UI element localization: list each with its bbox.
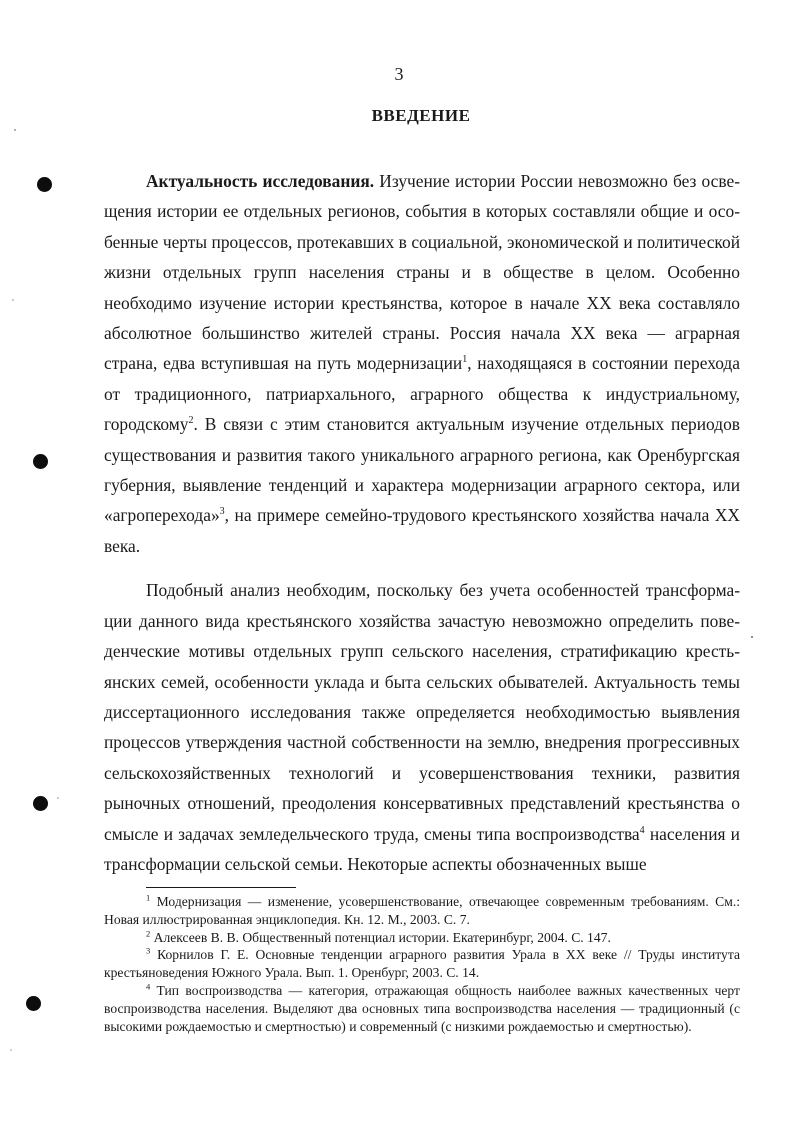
footnote-number: 1 bbox=[146, 892, 151, 903]
paragraph-text: Изучение истории России невозможно без освещения истории ее отдельных регионов, события в которых составляли общие и особенные черты процессов, протекавших в социальной, экономической и политической жизни отдельных групп населения страны и в обществе в целом. Особенно необходимо изучение истории крестьянства, которое в начале XX века составляло абсолютное большинство жителей страны. Россия начала XX века — аграрная страна, едва вступившая на путь модернизации bbox=[104, 171, 740, 374]
footnote-text: Тип воспроизводства — категория, отражающая общность наиболее важных качественных черт воспроизводства населения. Выделяют два основных типа воспроизводства населения — традиционный (с высокими рождаемостью и смертностью) и современный (с низкими рождаемостью и смертностью). bbox=[104, 982, 740, 1034]
footnote-number: 4 bbox=[146, 981, 151, 992]
footnote-text: Модернизация — изменение, усовершенствование, отвечающее современным требованиям. См.: Новая иллюстрированная энциклопедия. Кн. 12. М., 2003. С. 7. bbox=[104, 894, 740, 927]
footnote-ref: 2 bbox=[188, 415, 194, 427]
footnote-ref: 4 bbox=[639, 824, 645, 836]
paragraph-text: Подобный анализ необходим, поскольку без учета особенностей трансформации данного вида крестьянского хозяйства зачастую невозможно определить поведенческие мотивы отдельных групп сельского населения, стратификацию крестьянских семей, особенности уклада и быта сельских обывателей. Актуальность темы диссертационного исследования также определяется необходимостью выявления процессов утверждения частной собственности на землю, внедрения прогрессивных сельскохозяйственных технологий и усовершенствования техники, развития рыночных отношений, преодоления консервативных представлений крестьянства о смысле и задачах земледельческого труда, смены типа воспроизводства bbox=[104, 580, 740, 844]
footnote-number: 3 bbox=[146, 945, 151, 956]
footnote-number: 2 bbox=[146, 928, 151, 939]
paragraph-text: , на примере семейно-трудового крестьянского хозяйства начала XX века. bbox=[104, 505, 740, 556]
footnote-ref: 3 bbox=[219, 506, 225, 518]
footnote-text: Корнилов Г. Е. Основные тенденции аграрного развития Урала в XX веке // Труды института крестьяноведения Южного Урала. Вып. 1. Оренбург, 2003. С. 14. bbox=[104, 947, 740, 981]
page-title: ВВЕДЕНИЕ bbox=[371, 106, 471, 125]
paragraph-text: населения и трансформации сельской семьи. Некоторые аспекты обозначенных выше bbox=[104, 823, 740, 874]
paragraph-text: . В связи с этим становится актуальным изучение отдельных периодов существования и развития такого уникального аграрного региона, как Оренбургская губерния, выявление тенденций и характера модернизации аграрного сектора, или «агроперехода» bbox=[104, 414, 740, 526]
paragraph-lead: Актуальность исследования. bbox=[146, 171, 375, 191]
footnote-ref: 1 bbox=[462, 354, 468, 366]
footnote-text: Алексеев В. В. Общественный потенциал истории. Екатеринбург, 2004. С. 147. bbox=[150, 929, 611, 945]
page-number: 3 bbox=[394, 64, 404, 84]
paragraph-text: , находящаяся в состоянии перехода от традиционного, патриархального, аграрного общества к индустриальному, городскому bbox=[104, 353, 740, 435]
